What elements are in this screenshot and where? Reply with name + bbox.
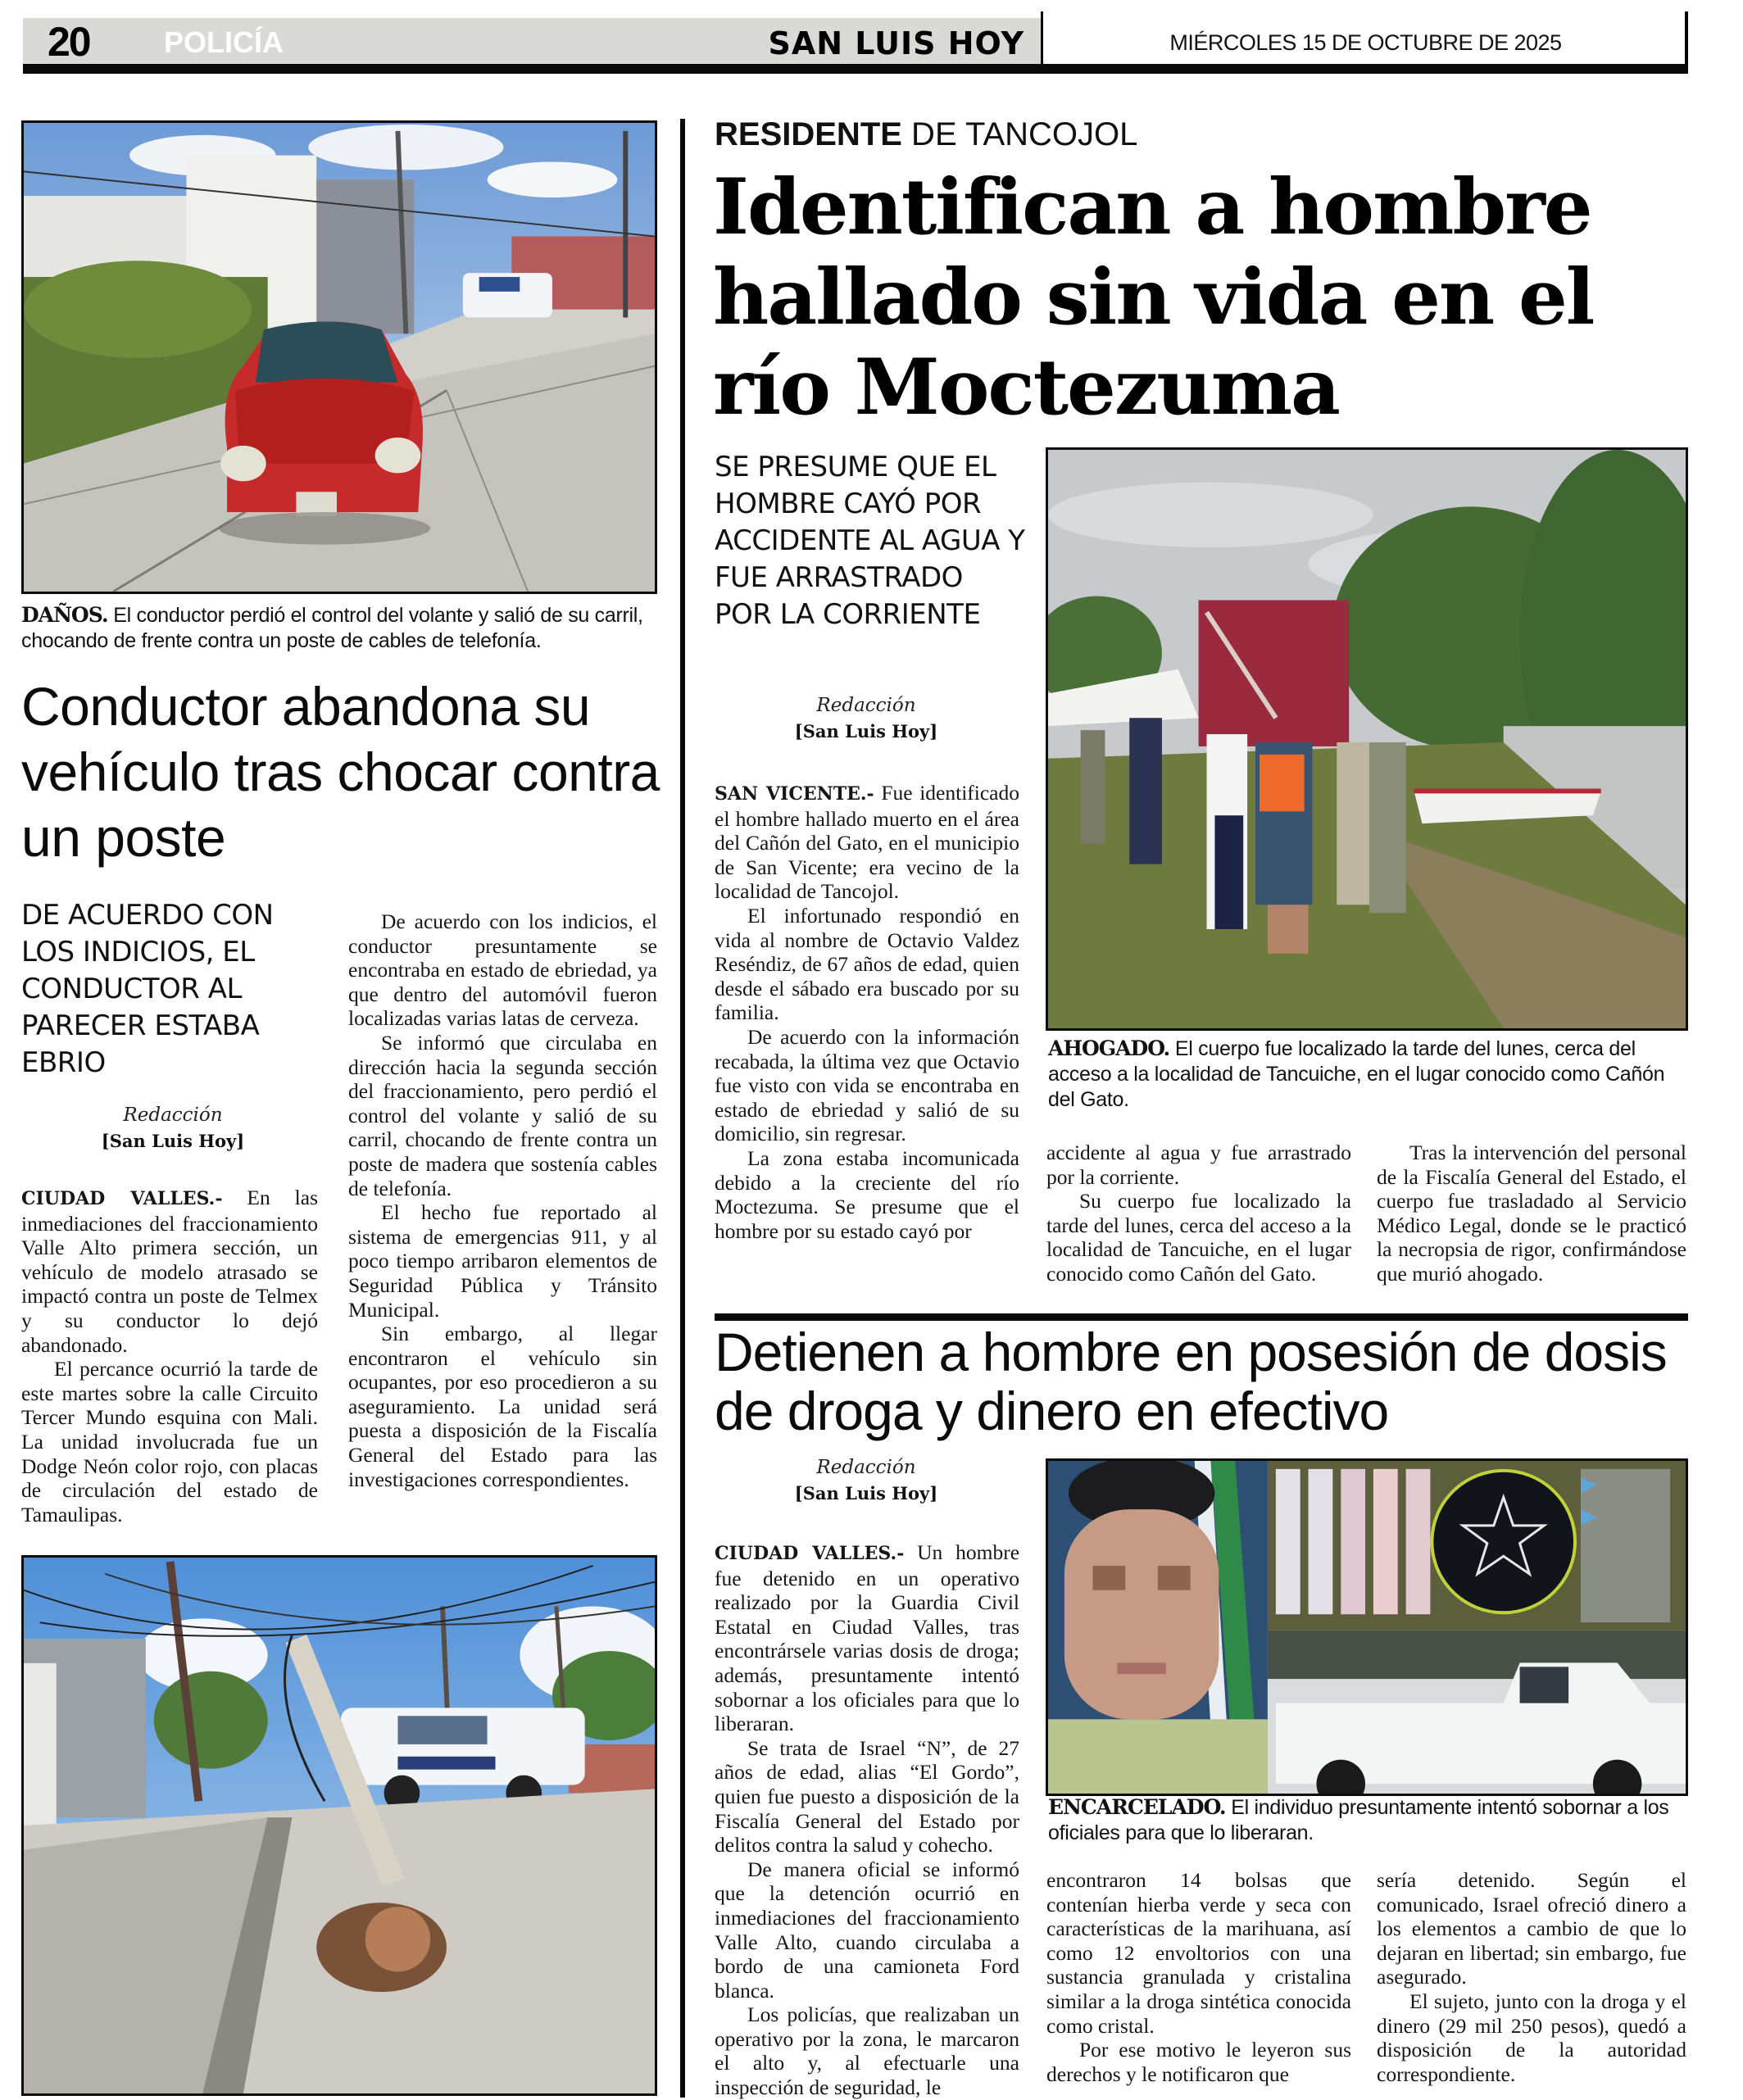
photo-fallen-pole <box>21 1555 657 2096</box>
byline-role: Redacción <box>123 1104 223 1126</box>
crashed-car-image <box>24 123 655 592</box>
paragraph: Sin embargo, al llegar encontraron el vehículo sin ocupantes, por eso procedieron a su aseguramiento. La unidad será puesta a disposición de la Fiscalía General del Estado para las investigaciones correspondientes. <box>348 1322 657 1491</box>
caption-lead: DAÑOS. <box>21 603 108 627</box>
deck-river: SE PRESUME QUE EL HOMBRE CAYÓ POR ACCIDENTE AL AGUA Y FUE ARRASTRADO POR LA CORRIENTE <box>715 451 1025 631</box>
paragraph <box>715 1540 1019 1736</box>
masthead: SAN LUIS HOY <box>768 25 1024 61</box>
page-number: 20 <box>48 19 90 65</box>
section-title: POLICÍA <box>164 25 284 59</box>
dateline: CIUDAD VALLES.- <box>21 1188 223 1209</box>
fallen-pole-image <box>24 1558 655 2093</box>
paragraph: Tras la intervención del personal de la Fiscalía General del Estado, el cuerpo fue trasladado al Servicio Médico Legal, donde se le practicó la necropsia de rigor, confirmándose que murió ahogado. <box>1377 1141 1686 1286</box>
body-river-col3 <box>1377 1141 1686 1286</box>
byline-source: [San Luis Hoy] <box>794 1483 938 1504</box>
body-crash-col2 <box>348 909 657 1491</box>
caption-lead: AHOGADO. <box>1048 1036 1170 1060</box>
body-arrest-col2 <box>1046 1868 1351 2086</box>
paragraph: sería detenido. Según el comunicado, Israel ofreció dinero a los elementos a cambio de que lo dejaran en libertad; sin embargo, fue asegurado. <box>1377 1868 1686 1989</box>
column-divider <box>680 119 685 2098</box>
paragraph: encontraron 14 bolsas que contenían hierba verde y seca con características de la marihuana, así como 12 envoltorios con una sustancia granulada y cristalina similar a la droga sintética conocida como cristal. <box>1046 1868 1351 2038</box>
paragraph: La zona estaba incomunicada debido a la creciente del río Moctezuma. Se presume que el hombre por su estado cayó por <box>715 1145 1019 1243</box>
caption-text: El conductor perdió el control del volante y salió de su carril, chocando de frente contra un poste de cables de telefonía. <box>21 604 643 652</box>
paragraph: Los policías, que realizaban un operativo por la zona, le marcaron el alto y, al efectuarle una inspección de seguridad, le <box>715 2002 1019 2100</box>
photo-river-scene <box>1046 447 1688 1031</box>
byline-source: [San Luis Hoy] <box>101 1131 245 1151</box>
byline-role: Redacción <box>816 1457 916 1478</box>
paragraph: De acuerdo con los indicios, el conductor presuntamente se encontraba en estado de ebriedad, ya que dentro del automóvil fueron localizadas varias latas de cerveza. <box>348 909 657 1031</box>
river-scene-image <box>1048 450 1686 1028</box>
paragraph-text: En las inmediaciones del fraccionamiento Valle Alto primera sección, un vehículo de modelo atrasado se impactó contra un poste de Telmex y su conductor lo dejó abandonado. <box>21 1186 318 1357</box>
byline-role: Redacción <box>816 695 916 716</box>
caption-text: El cuerpo fue localizado la tarde del lunes, cerca del acceso a la localidad de Tancuiche, en el lugar conocido como Cañón del Gato. <box>1048 1037 1665 1111</box>
photo-crashed-car <box>21 120 657 594</box>
paragraph-text: Un hombre fue detenido en un operativo realizado por la Guardia Civil Estatal en Ciudad Valles, tras encontrársele varias dosis de droga; además, presuntamente intentó sobornar a los oficiales para que lo liberaran. <box>715 1540 1020 1736</box>
paragraph: Su cuerpo fue localizado la tarde del lunes, cerca del acceso a la localidad de Tancuiche, en el lugar conocido como Cañón del Gato. <box>1046 1189 1351 1286</box>
paragraph: Se informó que circulaba en dirección hacia la segunda sección del fraccionamiento, pero perdió el control del volante y salió de su carril, chocando de frente contra un poste de madera que sostenía cables de telefonía. <box>348 1030 657 1200</box>
byline-source: [San Luis Hoy] <box>794 721 938 742</box>
headline-arrest: Detienen a hombre en posesión de dosis de droga y dinero en efectivo <box>715 1322 1667 1441</box>
body-arrest-col1 <box>715 1540 1019 2100</box>
body-crash-col1 <box>21 1186 318 1526</box>
paragraph: El sujeto, junto con la droga y el dinero (29 mil 250 pesos), quedó a disposición de la autoridad correspondiente. <box>1377 1989 1686 2086</box>
byline-crash <box>21 1102 325 1154</box>
paragraph: El infortunado respondió en vida al nombre de Octavio Valdez Reséndiz, de 67 años de edad, quien desde el sábado era buscado por su familia. <box>715 903 1019 1025</box>
paragraph: Por ese motivo le leyeron sus derechos y le notificaron que <box>1046 2038 1351 2086</box>
paragraph: De manera oficial se informó que la detención ocurrió en inmediaciones del fraccionamiento Valle Alto, cuando circulaba a bordo de una camioneta Ford blanca. <box>715 1857 1019 2002</box>
headline-river: Identifican a hombre hallado sin vida en el río Moctezuma <box>713 162 1594 433</box>
headline-crash: Conductor abandona su vehículo tras chocar contra un poste <box>21 676 660 868</box>
story-separator <box>715 1313 1688 1321</box>
arrest-image <box>1048 1461 1686 1794</box>
body-river-col2 <box>1046 1141 1351 1286</box>
photo-arrest <box>1046 1458 1688 1796</box>
dateline: CIUDAD VALLES.- <box>715 1543 905 1564</box>
body-river-col1 <box>715 781 1019 1243</box>
dateline: SAN VICENTE.- <box>715 783 874 805</box>
caption-arrest <box>1048 1794 1695 1846</box>
paragraph: Se trata de Israel “N”, de 27 años de edad, alias “El Gordo”, quien fue puesto a disposición de la Fiscalía General del Estado por delitos contra la salud y cohecho. <box>715 1735 1019 1857</box>
paragraph: El hecho fue reportado al sistema de emergencias 911, y al poco tiempo arribaron elementos de Seguridad Pública y Tránsito Municipal. <box>348 1200 657 1322</box>
issue-date: MIÉRCOLES 15 DE OCTUBRE DE 2025 <box>1169 30 1562 55</box>
paragraph: accidente al agua y fue arrastrado por la corriente. <box>1046 1141 1351 1189</box>
caption-text: El individuo presuntamente intentó sobornar a los oficiales para que lo liberaran. <box>1048 1796 1669 1844</box>
caption-river <box>1048 1036 1695 1113</box>
caption-crash <box>21 602 660 654</box>
kicker-rest: DE TANCOJOL <box>901 116 1138 152</box>
paragraph-text: Fue identificado el hombre hallado muerto en el área del Cañón del Gato, en el municipio de San Vicente; era vecino de la localidad de Tancojol. <box>715 781 1019 904</box>
deck-crash: DE ACUERDO CON LOS INDICIOS, EL CONDUCTOR AL PARECER ESTABA EBRIO <box>21 899 274 1079</box>
paragraph: De acuerdo con la información recabada, la última vez que Octavio fue visto con vida se encontraba en estado de ebriedad y salió de su domicilio, sin regresar. <box>715 1024 1019 1146</box>
paragraph <box>715 781 1019 904</box>
byline-arrest <box>715 1454 1018 1507</box>
byline-river <box>715 692 1018 745</box>
paragraph <box>21 1186 318 1357</box>
caption-lead: ENCARCELADO. <box>1048 1795 1226 1819</box>
body-arrest-col3 <box>1377 1868 1686 2086</box>
paragraph: El percance ocurrió la tarde de este martes sobre la calle Circuito Tercer Mundo esquina con Mali. La unidad involucrada fue un Dodge Neón color rojo, con placas de circulación del estado de Tamaulipas. <box>21 1357 318 1526</box>
kicker-river <box>715 115 1616 154</box>
kicker-bold: RESIDENTE <box>715 116 902 152</box>
